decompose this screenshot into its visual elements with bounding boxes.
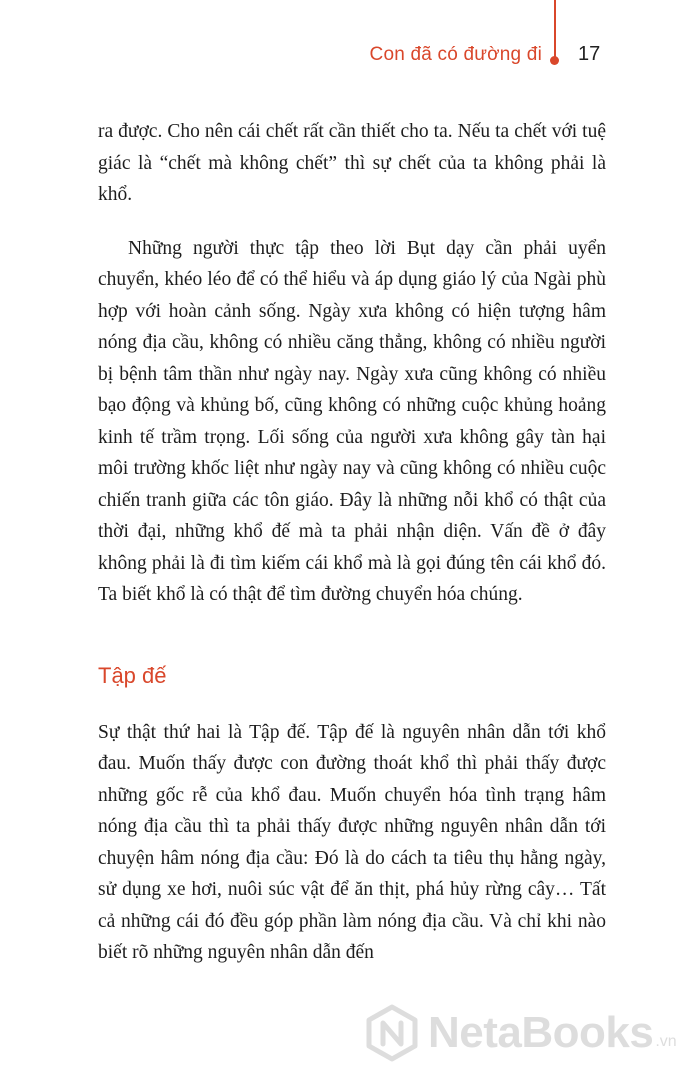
watermark — [362, 1000, 692, 1066]
running-title: Con đã có đường đi — [369, 44, 542, 65]
netabooks-logo-icon — [362, 1003, 422, 1063]
paragraph-continued: ra được. Cho nên cái chết rất cần thiết cho ta. Nếu ta chết với tuệ giác là “chết mà không chết” thì sự chết của ta không phải là khổ. — [98, 121, 606, 205]
header-accent-rule — [554, 0, 556, 58]
header-accent-dot — [550, 56, 559, 65]
watermark-brand: NetaBooks — [428, 1008, 654, 1057]
section-heading: Tập đế — [98, 662, 167, 688]
section-paragraph: Sự thật thứ hai là Tập đế. Tập đế là nguyên nhân dẫn tới khổ đau. Muốn thấy được con đường thoát khổ thì phải thấy được những gốc rễ của khổ đau. Muốn chuyển hóa tình trạng hâm nóng địa cầu thì ta phải thấy được những nguyên nhân dẫn tới chuyện hâm nóng địa cầu: Đó là do cách ta tiêu thụ hằng ngày, sử dụng xe hơi, nuôi súc vật để ăn thịt, phá hủy rừng cây… Tất cả những cái đó đều góp phần làm nóng địa cầu. Và chỉ khi nào biết rõ những nguyên nhân dẫn đến — [98, 721, 606, 963]
page-body — [98, 116, 606, 969]
paragraph: Những người thực tập theo lời Bụt dạy cần phải uyển chuyển, khéo léo để có thể hiểu và áp dụng giáo lý của Ngài phù hợp với hoàn cảnh sống. Ngày xưa không có hiện tượng hâm nóng địa cầu, không có nhiều căng thẳng, không có nhiều người bị bệnh tâm thần như ngày nay. Ngày xưa cũng không có nhiều bạo động và khủng bố, cũng không có những cuộc khủng hoảng kinh tế trầm trọng. Lối sống của người xưa không gây tàn hại môi trường khốc liệt như ngày nay và cũng không có nhiều cuộc chiến tranh giữa các tôn giáo. Đây là những nỗi khổ có thật của thời đại, những khổ đế mà ta phải nhận diện. Vấn đề ở đây không phải là đi tìm kiếm cái khổ mà là gọi đúng tên cái khổ đó. Ta biết khổ là có thật để tìm đường chuyển hóa chúng. — [98, 237, 606, 605]
page-number: 17 — [578, 43, 601, 65]
watermark-suffix: .vn — [655, 1033, 677, 1050]
